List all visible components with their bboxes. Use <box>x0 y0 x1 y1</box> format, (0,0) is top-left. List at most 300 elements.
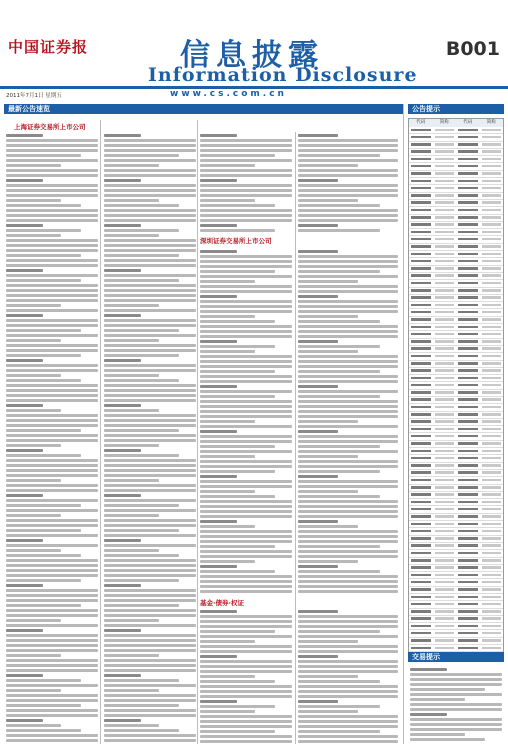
text-line <box>6 384 98 387</box>
table-cell <box>482 187 502 190</box>
text-line <box>200 370 275 373</box>
table-cell <box>458 406 478 409</box>
table-cell <box>411 544 431 547</box>
text-line <box>104 464 196 467</box>
text-line <box>298 164 358 167</box>
table-row <box>409 127 503 134</box>
table-cell <box>458 647 478 650</box>
text-line <box>104 254 179 257</box>
text-line <box>298 705 380 708</box>
text-line <box>200 184 292 187</box>
text-line <box>6 614 98 617</box>
table-cell <box>411 398 431 401</box>
sub-head-funds: 基金·债券·权证 <box>200 599 244 607</box>
table-cell <box>411 588 431 591</box>
table-row <box>409 463 503 470</box>
table-row <box>409 142 503 149</box>
text-line <box>6 379 81 382</box>
text-line <box>200 450 292 453</box>
text-line <box>298 174 398 177</box>
text-line <box>104 169 196 172</box>
table-cell <box>435 282 455 285</box>
text-line <box>6 629 43 632</box>
text-line <box>200 490 255 493</box>
text-line <box>200 199 255 202</box>
text-line <box>410 718 502 721</box>
text-line <box>104 264 196 267</box>
table-cell <box>411 136 431 139</box>
table-cell <box>482 501 502 504</box>
text-line <box>200 585 292 588</box>
text-line <box>298 545 380 548</box>
text-line <box>298 184 398 187</box>
text-line <box>6 304 61 307</box>
table-cell <box>411 150 431 153</box>
table-cell <box>411 428 431 431</box>
text-line <box>104 634 196 637</box>
table-cell <box>435 289 455 292</box>
table-cell <box>482 318 502 321</box>
table-cell <box>482 464 502 467</box>
table-row <box>409 244 503 251</box>
text-line <box>298 265 398 268</box>
text-line <box>410 678 502 681</box>
table-cell <box>458 289 478 292</box>
text-line <box>298 525 358 528</box>
text-line <box>6 174 98 177</box>
table-row <box>409 485 503 492</box>
table-cell <box>458 625 478 628</box>
text-line <box>6 224 43 227</box>
table-cell <box>482 486 502 489</box>
table-cell <box>482 479 502 482</box>
table-cell <box>458 617 478 620</box>
table-cell <box>458 201 478 204</box>
text-line <box>410 668 447 671</box>
section-header-latest: 最新公告速览 <box>4 104 404 114</box>
table-cell <box>482 428 502 431</box>
text-line <box>6 189 98 192</box>
table-row <box>409 594 503 601</box>
text-line <box>6 529 81 532</box>
table-row <box>409 506 503 513</box>
text-line <box>104 444 159 447</box>
text-line <box>298 380 398 383</box>
text-line <box>200 495 275 498</box>
text-line <box>104 484 196 487</box>
table-cell <box>411 180 431 183</box>
table-cell <box>482 296 502 299</box>
table-row <box>409 550 503 557</box>
text-line <box>6 669 98 672</box>
table-row <box>409 492 503 499</box>
text-line <box>104 474 196 477</box>
table-cell <box>458 253 478 256</box>
text-line <box>104 334 196 337</box>
text-line <box>6 374 61 377</box>
text-line <box>6 519 98 522</box>
table-cell <box>411 347 431 350</box>
text-line <box>200 465 292 468</box>
table-cell <box>435 274 455 277</box>
text-line <box>104 454 179 457</box>
text-line <box>6 534 98 537</box>
table-cell <box>458 194 478 197</box>
text-line <box>6 714 98 717</box>
table-row <box>409 623 503 630</box>
text-line <box>104 714 196 717</box>
text-line <box>200 640 255 643</box>
table-cell <box>482 369 502 372</box>
table-cell <box>458 391 478 394</box>
text-line <box>298 685 398 688</box>
table-row <box>409 514 503 521</box>
text-line <box>200 265 292 268</box>
text-line <box>104 294 196 297</box>
text-line <box>6 589 98 592</box>
table-row <box>409 295 503 302</box>
table-cell <box>482 508 502 511</box>
table-cell <box>435 384 455 387</box>
table-row <box>409 536 503 543</box>
text-line <box>298 475 338 478</box>
text-line <box>200 520 237 523</box>
table-row <box>409 346 503 353</box>
table-cell <box>458 515 478 518</box>
text-line <box>104 469 196 472</box>
text-line <box>200 295 237 298</box>
table-cell <box>411 129 431 132</box>
text-line <box>298 560 358 563</box>
table-cell <box>482 223 502 226</box>
text-line <box>298 515 398 518</box>
table-cell <box>435 143 455 146</box>
table-cell <box>435 340 455 343</box>
text-line <box>298 430 338 433</box>
text-line <box>298 555 398 558</box>
text-line <box>6 724 61 727</box>
text-line <box>104 649 196 652</box>
table-cell <box>411 523 431 526</box>
text-line <box>200 380 292 383</box>
table-row <box>409 288 503 295</box>
text-line <box>104 289 196 292</box>
text-line <box>104 704 179 707</box>
text-line <box>104 644 196 647</box>
table-cell <box>435 187 455 190</box>
table-row <box>409 193 503 200</box>
table-cell <box>458 143 478 146</box>
table-cell <box>458 435 478 438</box>
text-line <box>200 475 237 478</box>
table-cell <box>458 238 478 241</box>
text-line <box>6 219 98 222</box>
text-line <box>298 169 398 172</box>
text-line <box>200 255 292 258</box>
table-cell <box>458 588 478 591</box>
table-cell <box>411 238 431 241</box>
table-row <box>409 331 503 338</box>
text-line <box>200 695 292 698</box>
table-row <box>409 309 503 316</box>
text-line <box>104 154 179 157</box>
table-cell <box>411 267 431 270</box>
text-line <box>298 229 380 232</box>
table-cell <box>411 566 431 569</box>
table-cell <box>435 223 455 226</box>
table-row <box>409 251 503 258</box>
table-row <box>409 477 503 484</box>
text-line <box>6 279 81 282</box>
text-line <box>6 289 98 292</box>
text-line <box>298 295 338 298</box>
table-cell <box>482 442 502 445</box>
text-line <box>298 159 398 162</box>
text-line <box>6 729 81 732</box>
text-line <box>6 539 43 542</box>
text-line <box>104 339 159 342</box>
text-line <box>104 434 196 437</box>
table-row <box>409 638 503 645</box>
text-line <box>200 400 292 403</box>
table-cell <box>435 508 455 511</box>
text-line <box>104 569 196 572</box>
table-cell <box>482 413 502 416</box>
text-column-4b <box>298 248 398 593</box>
text-line <box>104 509 196 512</box>
text-line <box>200 470 275 473</box>
text-line <box>410 688 485 691</box>
text-line <box>6 394 98 397</box>
text-line <box>104 244 196 247</box>
text-line <box>104 729 179 732</box>
table-cell <box>411 187 431 190</box>
text-column-3b <box>200 248 292 593</box>
text-line <box>104 574 196 577</box>
text-line <box>104 459 196 462</box>
table-row <box>409 587 503 594</box>
table-cell <box>411 647 431 650</box>
text-line <box>200 650 292 653</box>
table-cell <box>482 574 502 577</box>
table-row <box>409 207 503 214</box>
table-cell <box>411 442 431 445</box>
text-line <box>298 580 398 583</box>
table-row <box>409 236 503 243</box>
table-cell <box>482 544 502 547</box>
table-cell <box>435 566 455 569</box>
text-line <box>6 274 98 277</box>
text-line <box>200 159 292 162</box>
text-line <box>298 315 358 318</box>
text-line <box>6 609 98 612</box>
table-cell <box>482 530 502 533</box>
table-cell <box>458 304 478 307</box>
text-line <box>298 375 398 378</box>
text-column-2 <box>104 132 196 744</box>
text-line <box>298 219 398 222</box>
table-cell <box>482 304 502 307</box>
newspaper-logo: 中国证券报 <box>8 38 89 56</box>
table-cell <box>435 304 455 307</box>
table-cell <box>435 172 455 175</box>
table-cell <box>458 282 478 285</box>
table-cell <box>435 617 455 620</box>
text-line <box>298 320 380 323</box>
text-line <box>200 149 292 152</box>
text-line <box>6 514 61 517</box>
table-cell <box>411 625 431 628</box>
text-line <box>298 355 398 358</box>
text-line <box>104 494 141 497</box>
text-line <box>104 214 196 217</box>
text-line <box>298 645 398 648</box>
text-line <box>6 604 81 607</box>
text-line <box>104 669 196 672</box>
text-line <box>298 370 380 373</box>
text-line <box>298 405 398 408</box>
text-line <box>298 505 398 508</box>
table-cell <box>435 647 455 650</box>
table-cell <box>458 544 478 547</box>
table-cell <box>458 180 478 183</box>
text-line <box>298 260 398 263</box>
table-cell <box>411 340 431 343</box>
text-line <box>6 144 98 147</box>
table-cell <box>435 318 455 321</box>
text-line <box>6 369 98 372</box>
text-line <box>298 465 398 468</box>
text-line <box>200 555 292 558</box>
text-line <box>200 740 292 743</box>
text-line <box>200 455 255 458</box>
text-line <box>200 390 292 393</box>
text-line <box>410 738 485 741</box>
table-cell <box>411 610 431 613</box>
text-line <box>6 694 98 697</box>
text-column-4c <box>298 608 398 744</box>
table-cell <box>482 596 502 599</box>
text-line <box>6 134 43 137</box>
text-line <box>298 610 338 613</box>
table-cell <box>435 333 455 336</box>
text-line <box>200 405 292 408</box>
table-cell <box>458 537 478 540</box>
text-line <box>200 565 237 568</box>
table-row <box>409 521 503 528</box>
text-line <box>6 324 98 327</box>
table-cell <box>458 311 478 314</box>
page-title-en: Information Disclosure <box>148 64 418 86</box>
text-line <box>200 250 237 253</box>
text-line <box>200 505 292 508</box>
table-cell <box>482 362 502 365</box>
text-line <box>104 559 196 562</box>
text-line <box>200 345 275 348</box>
table-cell <box>458 150 478 153</box>
text-line <box>6 319 98 322</box>
text-line <box>200 720 292 723</box>
table-cell <box>411 245 431 248</box>
notice-table <box>408 118 504 660</box>
table-cell <box>458 340 478 343</box>
text-line <box>298 500 398 503</box>
table-cell <box>458 610 478 613</box>
text-line <box>200 630 275 633</box>
text-line <box>6 644 98 647</box>
table-cell <box>411 326 431 329</box>
table-cell <box>482 289 502 292</box>
table-cell <box>435 544 455 547</box>
table-cell <box>411 333 431 336</box>
table-row <box>409 543 503 550</box>
text-line <box>6 464 98 467</box>
table-row <box>409 448 503 455</box>
table-row <box>409 404 503 411</box>
text-line <box>200 445 275 448</box>
table-cell <box>458 347 478 350</box>
text-line <box>6 429 81 432</box>
table-cell <box>482 406 502 409</box>
table-cell <box>411 501 431 504</box>
text-line <box>104 529 179 532</box>
text-line <box>6 414 98 417</box>
text-line <box>6 684 98 687</box>
table-cell <box>482 537 502 540</box>
text-line <box>410 723 502 726</box>
text-line <box>200 615 292 618</box>
table-row <box>409 572 503 579</box>
text-line <box>104 369 196 372</box>
table-cell <box>482 216 502 219</box>
text-line <box>104 209 196 212</box>
table-cell <box>458 274 478 277</box>
text-line <box>298 660 398 663</box>
table-row <box>409 375 503 382</box>
table-cell <box>435 537 455 540</box>
table-header-cell: 简称 <box>439 120 449 125</box>
text-line <box>6 554 81 557</box>
table-cell <box>482 515 502 518</box>
table-cell <box>482 326 502 329</box>
table-cell <box>435 347 455 350</box>
table-cell <box>458 231 478 234</box>
text-line <box>6 239 98 242</box>
table-cell <box>458 129 478 132</box>
table-cell <box>435 129 455 132</box>
text-line <box>200 320 275 323</box>
text-line <box>6 624 98 627</box>
text-line <box>104 544 196 547</box>
text-line <box>200 700 237 703</box>
text-line <box>298 590 398 593</box>
text-line <box>104 534 196 537</box>
text-line <box>104 599 196 602</box>
text-line <box>104 234 159 237</box>
text-line <box>200 315 255 318</box>
table-row <box>409 353 503 360</box>
text-line <box>6 249 98 252</box>
text-line <box>6 344 98 347</box>
table-row <box>409 280 503 287</box>
table-cell <box>482 617 502 620</box>
text-line <box>6 294 98 297</box>
text-line <box>298 440 398 443</box>
trading-notes <box>410 666 502 744</box>
table-cell <box>411 304 431 307</box>
table-cell <box>458 632 478 635</box>
table-row <box>409 601 503 608</box>
